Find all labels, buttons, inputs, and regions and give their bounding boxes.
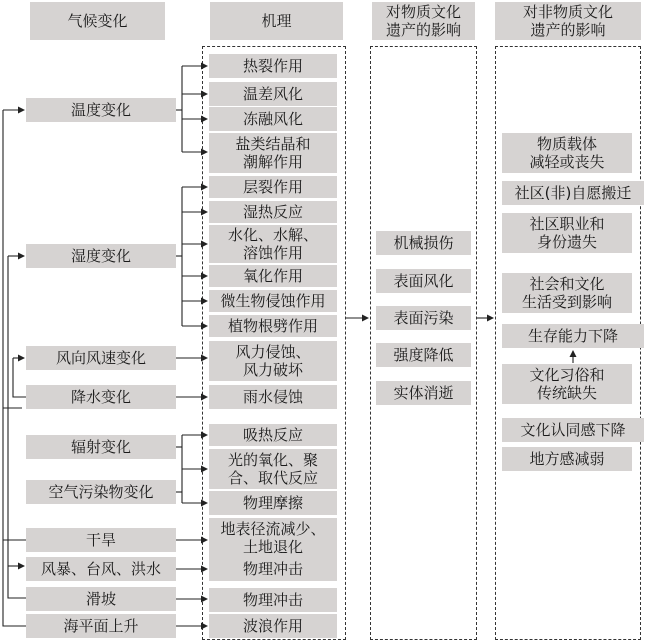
nonmaterial-impact-item: 地方感减弱 [502,447,632,471]
material-impact-item: 实体消逝 [376,381,471,405]
mechanism-item: 物理摩擦 [209,491,337,515]
climate-factor: 降水变化 [26,385,176,409]
climate-factor: 风暴、台风、洪水 [26,557,176,581]
mechanism-item: 湿热反应 [209,201,337,223]
header-material-heritage-impact: 对物质文化 遗产的影响 [372,2,475,40]
nonmaterial-impact-item: 生存能力下降 [502,324,644,348]
material-impact-item: 表面风化 [376,269,471,293]
mechanism-item: 植物根劈作用 [209,315,337,337]
nonmaterial-impact-item: 社会和文化 生活受到影响 [502,273,632,313]
nonmaterial-impact-item: 社区职业和 身份遗失 [502,213,632,253]
climate-factor: 海平面上升 [26,614,176,638]
nonmaterial-impact-item: 物质载体 减轻或丧失 [502,133,632,173]
nonmaterial-impact-item: 文化认同感下降 [502,418,644,442]
climate-factor: 空气污染物变化 [26,480,176,504]
climate-factor: 湿度变化 [26,244,176,268]
mechanism-item: 吸热反应 [209,424,337,446]
mechanism-item: 风力侵蚀、 风力破坏 [209,341,337,381]
material-impact-item: 强度降低 [376,343,471,367]
climate-factor: 滑坡 [26,587,176,611]
climate-factor: 风向风速变化 [26,346,176,370]
mechanism-item: 波浪作用 [209,614,337,638]
mechanism-item: 氧化作用 [209,265,337,287]
mechanism-item: 温差风化 [209,82,337,106]
mechanism-item: 水化、水解、 溶蚀作用 [209,225,337,263]
mechanism-item: 物理冲击 [209,557,337,581]
climate-factor: 干旱 [26,528,176,552]
nonmaterial-impact-item: 社区(非)自愿搬迁 [502,181,644,205]
mechanism-item: 层裂作用 [209,176,337,198]
nonmaterial-impact-item: 文化习俗和 传统缺失 [502,364,632,404]
mechanism-item: 冻融风化 [209,107,337,131]
mechanism-item: 地表径流减少、 土地退化 [209,518,337,558]
climate-factor: 温度变化 [26,98,176,122]
mechanism-item: 热裂作用 [209,54,337,78]
material-impact-item: 机械损伤 [376,231,471,255]
material-impact-item: 表面污染 [376,306,471,330]
mechanism-item: 光的氧化、聚 合、取代反应 [209,449,337,489]
header-climate-change: 气候变化 [30,2,165,40]
climate-factor: 辐射变化 [26,435,176,459]
mechanism-item: 物理冲击 [209,588,337,612]
header-mechanism: 机理 [210,2,343,40]
mechanism-item: 盐类结晶和 潮解作用 [209,133,337,173]
mechanism-item: 微生物侵蚀作用 [209,290,337,312]
header-nonmaterial-heritage-impact: 对非物质文化 遗产的影响 [495,2,641,40]
mechanism-item: 雨水侵蚀 [209,385,337,409]
